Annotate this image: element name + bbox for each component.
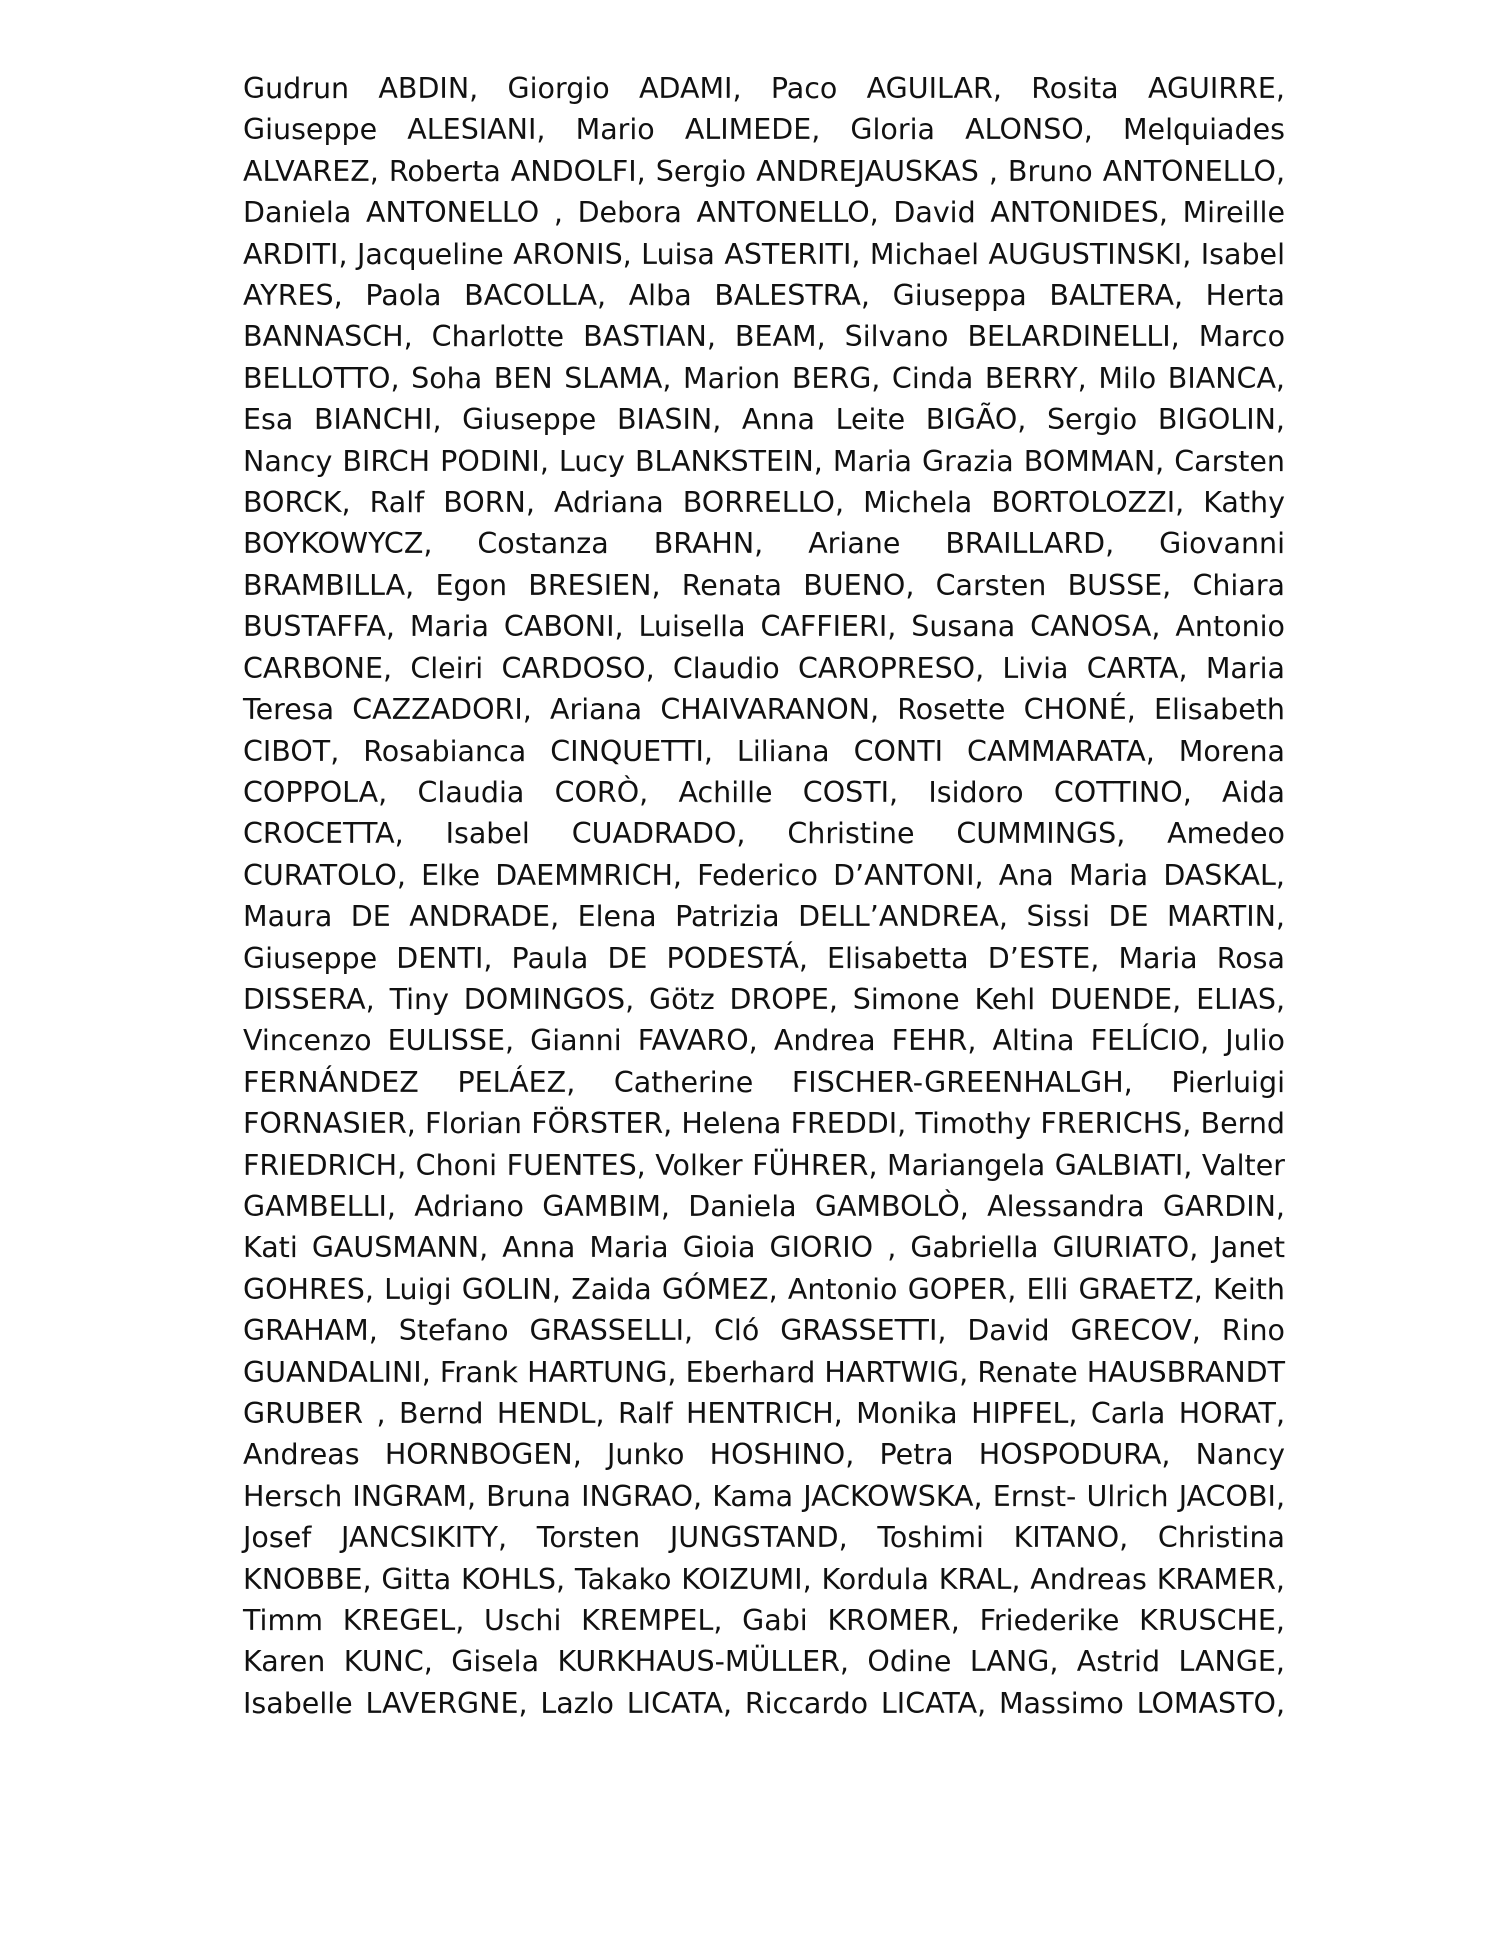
document-page: [243, 68, 1285, 1724]
participant-name-list: Gudrun ABDIN, Giorgio ADAMI, Paco AGUILAR, Rosita AGUIRRE, Giuseppe ALESIANI, Mario ALIMEDE, Gloria ALONSO, Melquiades ALVAREZ, Roberta ANDOLFI, Sergio ANDREJAUSKAS , Bruno ANTONELLO, Daniela ANTONELLO , Debora ANTONELLO, David ANTONIDES, Mireille ARDITI, Jacqueline ARONIS, Luisa ASTERITI, Michael AUGUSTINSKI, Isabel AYRES, Paola BACOLLA, Alba BALESTRA, Giuseppa BALTERA, Herta BANNASCH, Charlotte BASTIAN, BEAM, Silvano BELARDINELLI, Marco BELLOTTO, Soha BEN SLAMA, Marion BERG, Cinda BERRY, Milo BIANCA, Esa BIANCHI, Giuseppe BIASIN, Anna Leite BIGÃO, Sergio BIGOLIN, Nancy BIRCH PODINI, Lucy BLANKSTEIN, Maria Grazia BOMMAN, Carsten BORCK, Ralf BORN, Adriana BORRELLO, Michela BORTOLOZZI, Kathy BOYKOWYCZ, Costanza BRAHN, Ariane BRAILLARD, Giovanni BRAMBILLA, Egon BRESIEN, Renata BUENO, Carsten BUSSE, Chiara BUSTAFFA, Maria CABONI, Luisella CAFFIERI, Susana CANOSA, Antonio CARBONE, Cleiri CARDOSO, Claudio CAROPRESO, Livia CARTA, Maria Teresa CAZZADORI, Ariana CHAIVARANON, Rosette CHONÉ, Elisabeth CIBOT, Rosabianca CINQUETTI, Liliana CONTI CAMMARATA, Morena COPPOLA, Claudia CORÒ, Achille COSTI, Isidoro COTTINO, Aida CROCETTA, Isabel CUADRADO, Christine CUMMINGS, Amedeo CURATOLO, Elke DAEMMRICH, Federico D’ANTONI, Ana Maria DASKAL, Maura DE ANDRADE, Elena Patrizia DELL’ANDREA, Sissi DE MARTIN, Giuseppe DENTI, Paula DE PODESTÁ, Elisabetta D’ESTE, Maria Rosa DISSERA, Tiny DOMINGOS, Götz DROPE, Simone Kehl DUENDE, ELIAS, Vincenzo EULISSE, Gianni FAVARO, Andrea FEHR, Altina FELÍCIO, Julio FERNÁNDEZ PELÁEZ, Catherine FISCHER-GREENHALGH, Pierluigi FORNASIER, Florian FÖRSTER, Helena FREDDI, Timothy FRERICHS, Bernd FRIEDRICH, Choni FUENTES, Volker FÜHRER, Mariangela GALBIATI, Valter GAMBELLI, Adriano GAMBIM, Daniela GAMBOLÒ, Alessandra GARDIN, Kati GAUSMANN, Anna Maria Gioia GIORIO , Gabriella GIURIATO, Janet GOHRES, Luigi GOLIN, Zaida GÓMEZ, Antonio GOPER, Elli GRAETZ, Keith GRAHAM, Stefano GRASSELLI, Cló GRASSETTI, David GRECOV, Rino GUANDALINI, Frank HARTUNG, Eberhard HARTWIG, Renate HAUSBRANDT GRUBER , Bernd HENDL, Ralf HENTRICH, Monika HIPFEL, Carla HORAT, Andreas HORNBOGEN, Junko HOSHINO, Petra HOSPODURA, Nancy Hersch INGRAM, Bruna INGRAO, Kama JACKOWSKA, Ernst- Ulrich JACOBI, Josef JANCSIKITY, Torsten JUNGSTAND, Toshimi KITANO, Christina KNOBBE, Gitta KOHLS, Takako KOIZUMI, Kordula KRAL, Andreas KRAMER, Timm KREGEL, Uschi KREMPEL, Gabi KROMER, Friederike KRUSCHE, Karen KUNC, Gisela KURKHAUS-MÜLLER, Odine LANG, Astrid LANGE, Isabelle LAVERGNE, Lazlo LICATA, Riccardo LICATA, Massimo LOMASTO,: [243, 72, 1285, 1720]
